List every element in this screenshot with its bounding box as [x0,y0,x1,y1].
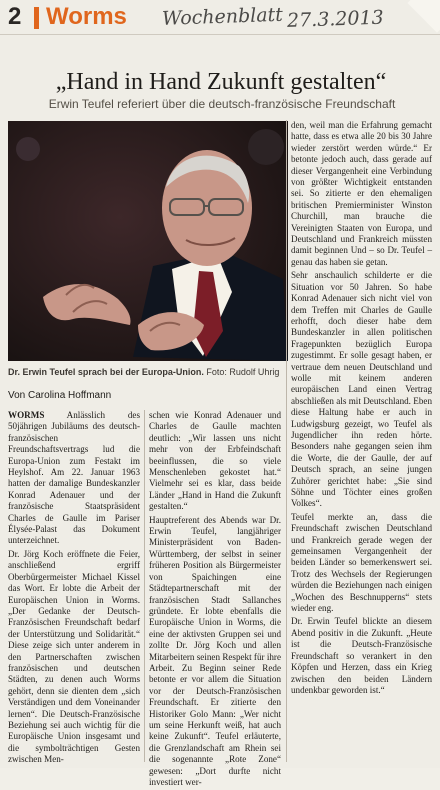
article-column-2 [149,410,281,790]
paragraph: Sehr anschaulich schilderte er die Situation vor 50 Jahren. So habe Konrad Adenauer sich nicht viel von dem Treffen mit Charles de Gaulle erhofft, doch dieser habe dem Bundeskanzler in allen politischen Fragepunkten bezüglich Europa zugestimmt. Er solle gesagt haben, er vertraue dem neuen Deutschland und wolle mit keinem anderen europäischen Land einen Vertrag abschließen als mit Deutschland. Eben diese Haltung habe er auch in Ludwigsburg gezeigt, wo Teufel als Jugendlicher ihn reden hörte. Besonders nahe gegangen seien ihm die Worte, die der Gaulle, der auf Deutsch sprach, an seine jungen Zuhörer gerichtet habe: „Sie sind Söhne und Töchter eines großen Volkes“. [291,270,432,509]
paragraph: Teufel merkte an, dass die Freundschaft zwischen Deutschland und Frankreich gerade wegen der gemeinsamen Vergangenheit der beiden Länder so bemerkenswert sei. Trotz des Wechsels der Regierungen würden die Beziehungen nach einigen „Wochen des Beschnupperns“ stets wieder eng. [291,511,432,614]
paragraph: Dr. Jörg Koch eröffnete die Feier, anschließend ergriff Oberbürgermeister Michael Kissel das Wort. Er lobte die Arbeit der Europäischen Union in Worms. „Der Gedanke der Deutsch-Französischen Freundschaft bedarf der Unterstützung und Solidarität.“ Diese zeige sich unter anderem in den Partnerschaften zwischen französischen und deutschen Städten, zu denen auch Worms gehört, denn sie dienten dem „sich Verständigen und dem Voneinander lernen“. Die Deutsch-Französische Beziehung sei auch wichtig für die Europäische Union insgesamt und die symbolträchtigen Gesten zwischen Men- [8,548,140,765]
handwritten-date: 27.3.2013 [286,6,385,32]
subheadline: Erwin Teufel referiert über die deutsch-französische Freundschaft [48,97,396,111]
section-color-bar [34,7,39,29]
dateline: WORMS [8,410,45,420]
column-divider [144,410,145,762]
article-photo [8,121,288,361]
column-divider [286,120,287,762]
paragraph: den, weil man die Erfahrung gemacht hatte, dass es etwa alle 20 bis 30 Jahre wieder zerstört werden würde.“ Er betonte jedoch auch, dass gerade auf dieser Vergangenheit eine Verbindung von größter Wichtigkeit entstanden sei. So zitierte er den ehemaligen britischen Premierminister Winston Churchill, man brauche die Vereinigten Staaten von Europa, und Deutschland und Frankreich müssten damit beginnen Und – so Dr. Teufel – genau das haben sie getan. [291,120,432,267]
paragraph: schen wie Konrad Adenauer und Charles de Gaulle machten deutlich: „Wir lassen uns nicht mehr von der Erbfeindschaft beeinflussen, die so viele Menschenleben gekostet hat.“ Vielmehr sei es klar, dass beide Länder „Hand in Hand die Zukunft gestalten.“ [149,410,281,512]
paragraph: Dr. Erwin Teufel blickte an diesem Abend positiv in die Zukunft. „Heute ist die Deutsch-Französische Freundschaft so verankert in den Köpfen und Herzen, dass ein Krieg zwischen den beiden Ländern undenkbar geworden ist.“ [291,616,432,695]
paragraph [8,410,140,547]
paragraph-text: Anlässlich des 50jährigen Jubiläums des deutsch-französischen Freundschaftsvertrags lud die Europa-Union zum Festakt im Heylshof. Am 22. Januar 1963 hatten der damalige Bundeskanzler Konrad Adenauer und der französische Staatspräsident Charles de Gaulle im Pariser Élysée-Palast das Dokument unterzeichnet. [8,410,140,546]
page-header [0,0,440,35]
article-column-3 [291,120,432,698]
section-title: Worms [46,3,127,30]
author-byline: Von Carolina Hoffmann [8,390,112,401]
speaker-photo [8,121,288,361]
handwritten-source: Wochenblatt [161,3,284,30]
photo-caption [8,366,288,378]
article-column-1 [8,410,140,768]
headline: „Hand in Hand Zukunft gestalten“ [55,69,387,95]
caption-text: Dr. Erwin Teufel sprach bei der Europa-Union. [8,367,204,377]
paragraph: Hauptreferent des Abends war Dr. Erwin Teufel, langjähriger Ministerpräsident von Baden-Württemberg, der selbst in seiner früheren Position als Bürgermeister von Spaichingen eine Städtepartnerschaft mit der französischen Stadt Sallanches gründete. Er lobte ebenfalls die Europäische Union in Worms, die eine der aktivsten Gruppen sei und zollte Dr. Jörg Koch und allen Mitarbeitern seinen Respekt für ihre Arbeit. Zu Beginn seiner Rede betonte er vor allem die Situation vor der Deutsch-Französischen Freundschaft. Er zitierte den Historiker Golo Mann: „Wer nicht um seine Herkunft weiß, hat auch keine Zukunft“. Teufel erläuterte, die Grenzlandschaft am Rhein sei die sogenannte „Rote Zone“ gewesen: „Dort durfte nicht investiert wer- [149,514,281,787]
photo-credit: Foto: Rudolf Uhrig [206,367,280,377]
page-number: 2 [8,3,22,30]
